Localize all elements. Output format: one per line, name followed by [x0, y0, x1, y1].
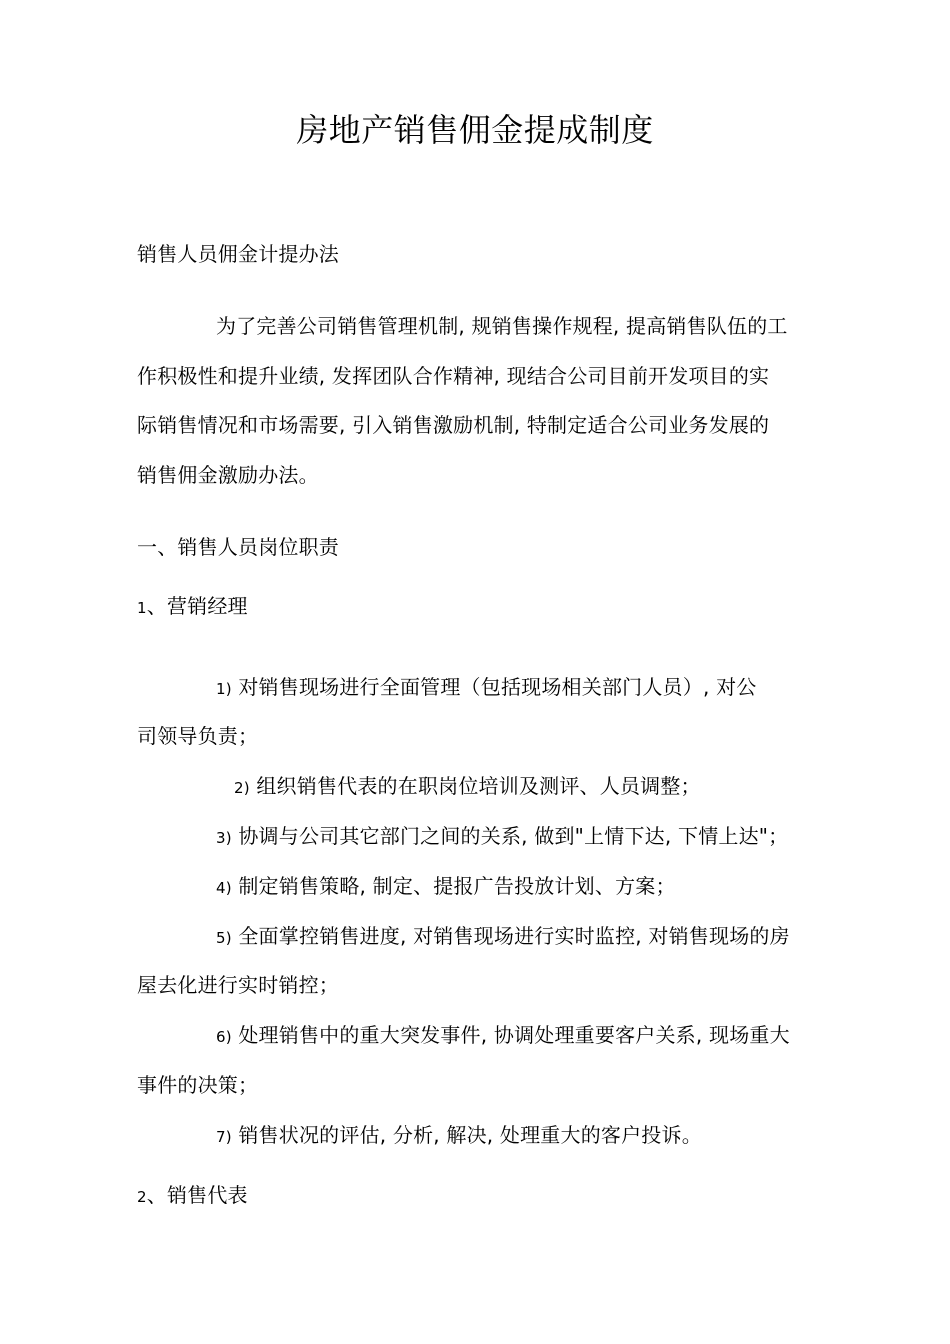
- section-heading-responsibilities: 一、销售人员岗位职责: [137, 535, 339, 559]
- list-item: [216, 923, 790, 951]
- subheading-text: 、营销经理: [146, 594, 248, 618]
- list-item-continuation: 司领导负责；: [137, 724, 259, 748]
- list-item: [216, 1022, 790, 1050]
- subheading-number: 1: [137, 599, 147, 617]
- item-text: 全面掌控销售进度, 对销售现场进行实时监控, 对销售现场的房: [238, 924, 790, 948]
- subheading-sales-rep: [137, 1182, 248, 1210]
- item-text: 销售状况的评估, 分析, 解决, 处理重大的客户投诉。: [238, 1123, 702, 1147]
- list-item: [234, 773, 701, 801]
- list-item: [216, 823, 788, 851]
- subheading-marketing-manager: [137, 593, 248, 621]
- item-text: 处理销售中的重大突发事件, 协调处理重要客户关系, 现场重大: [238, 1023, 790, 1047]
- item-number: 5): [216, 929, 232, 947]
- item-text: 组织销售代表的在职岗位培训及测评、人员调整；: [256, 774, 701, 798]
- list-item-continuation: 屋去化进行实时销控；: [137, 973, 339, 997]
- intro-line-3: 际销售情况和市场需要, 引入销售激励机制, 特制定适合公司业务发展的: [137, 413, 770, 437]
- subheading-number: 2: [137, 1188, 147, 1206]
- intro-line-2: 作积极性和提升业绩, 发挥团队合作精神, 现结合公司目前开发项目的实: [137, 364, 770, 388]
- item-number: 2): [234, 779, 250, 797]
- document-subtitle: 销售人员佣金计提办法: [137, 242, 339, 266]
- item-text: 对销售现场进行全面管理（包括现场相关部门人员）, 对公: [238, 675, 757, 699]
- intro-line-1: 为了完善公司销售管理机制, 规销售操作规程, 提高销售队伍的工: [216, 314, 788, 338]
- list-item: [216, 1122, 702, 1150]
- item-number: 3): [216, 829, 232, 847]
- item-text: 制定销售策略, 制定、提报广告投放计划、方案；: [238, 874, 676, 898]
- item-number: 4): [216, 879, 232, 897]
- item-number: 7): [216, 1128, 232, 1146]
- item-text: 协调与公司其它部门之间的关系, 做到"上情下达, 下情上达"；: [238, 824, 789, 848]
- list-item: [216, 674, 756, 702]
- document-title: 房地产销售佣金提成制度: [296, 111, 654, 149]
- list-item-continuation: 事件的决策；: [137, 1073, 259, 1097]
- item-number: 1): [216, 680, 232, 698]
- list-item: [216, 873, 676, 901]
- subheading-text: 、销售代表: [146, 1183, 248, 1207]
- intro-line-4: 销售佣金激励办法。: [137, 463, 319, 487]
- item-number: 6): [216, 1028, 232, 1046]
